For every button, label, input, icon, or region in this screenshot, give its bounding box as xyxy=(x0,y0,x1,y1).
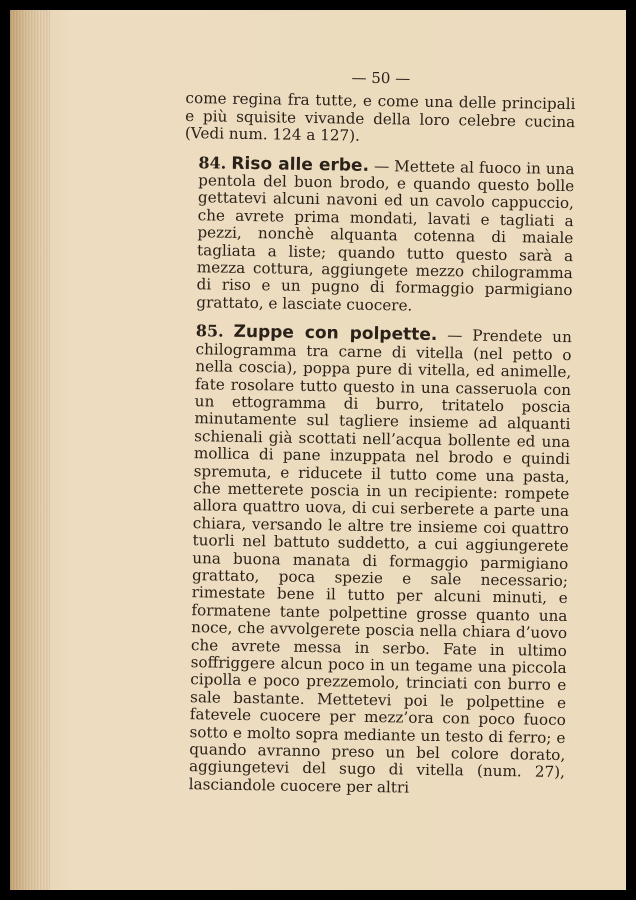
recipe-body: — Prendete un chilogramma tra carne di vitella (nel petto o nella coscia), poppa pure di vitella, ed animelle, fate rosolare tutto questo in una casseruola con un ettogramma di burro, tritatelo poscia minutamente sul tagliere insieme ad alquanti schienali già scottati nell’acqua bollente ed una mollica di pane inzuppata nel brodo e quindi spremuta, e riducete il tutto come una pasta, che metterete poscia in un recipiente: rompete allora quattro uova, di cui serberete a parte una chiara, versando le altre tre insieme coi quattro tuorli nel battuto suddetto, a cui aggiungerete una buona manata di formaggio parmigiano grattato, poca spezie e sale necessario; rimestate bene il tutto per alcuni minuti, e formatene tante polpettine grosse quanto una noce, che avvolgerete poscia nella chiara d’uovo che avrete messa in serbo. Fate in ultimo soffriggere alcun poco in un tegame una piccola cipolla e poco prezzemolo, trinciati con burro e sale bastante. Mettetevi poi le polpettine e fatevele cuocere per mezz’ora con poco fuoco sotto e molto sopra mediante un testo di ferro; e quando avranno preso un bel colore dorato, aggiungetevi del sugo di vitella (num. 27), lasciandole cuocere per altri xyxy=(188,326,572,797)
page-text xyxy=(175,67,576,799)
intro-paragraph: come regina fra tutte, e come una delle principali e più squisite vivande della loro celebre cucina (Vedi num. 124 a 127). xyxy=(184,89,576,145)
recipe-title: Riso alle erbe. xyxy=(231,153,370,176)
recipe-85 xyxy=(175,322,572,799)
book-page xyxy=(10,10,626,890)
book-spine-shadow xyxy=(10,10,50,890)
page-number: — 50 — xyxy=(351,68,411,88)
recipe-number: 85. xyxy=(195,321,224,341)
recipe-84 xyxy=(182,154,574,318)
recipe-body: — Mettete al fuoco in una pentola del buon brodo, e quando questo bolle gettatevi alcuni navoni ed un cavolo cappuccio, che avrete prima mondati, lavati e tagliati a pezzi, nonchè alquanta cotenna di maiale tagliata a liste; quando tutto questo sarà a mezza cottura, aggiungete mezzo chilogramma di riso e un pugno di formaggio parmigiano grattato, e lasciate cuocere. xyxy=(196,156,575,315)
recipe-number: 84. xyxy=(198,152,227,173)
recipe-title: Zuppe con polpette. xyxy=(233,322,438,346)
